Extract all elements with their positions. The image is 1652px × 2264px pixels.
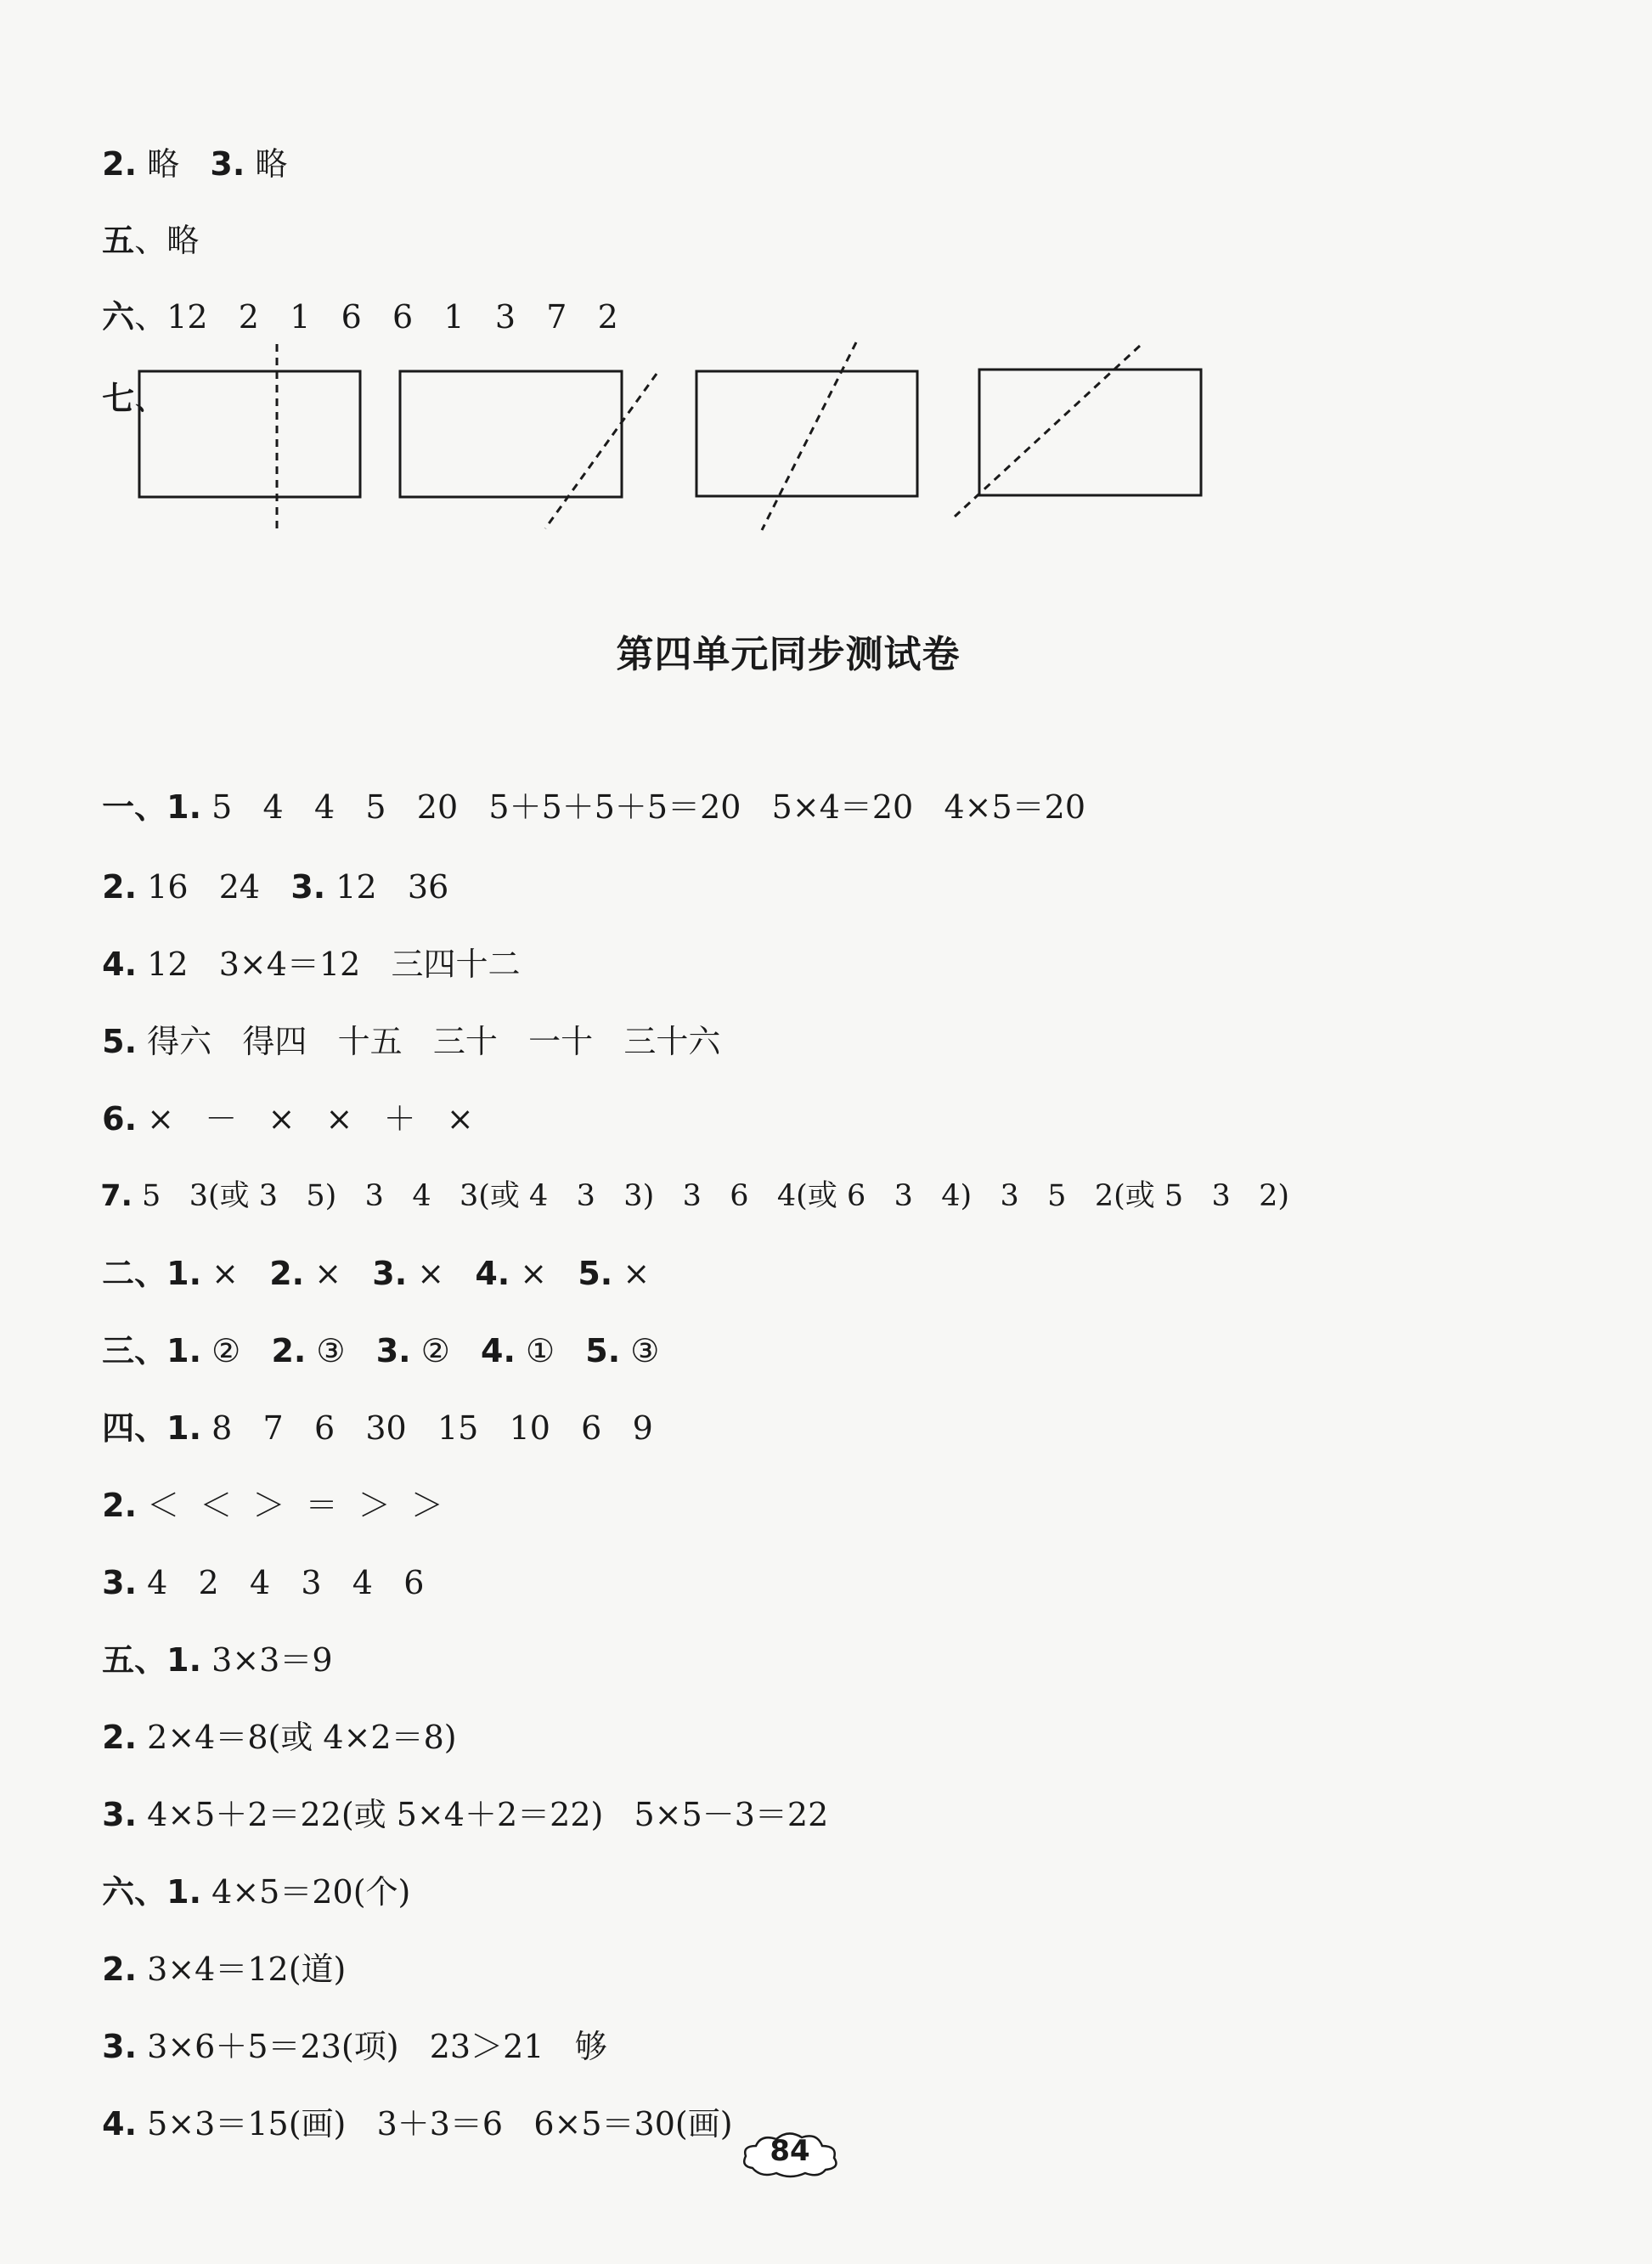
item-text: ③ — [620, 1332, 660, 1369]
answer-line — [82, 906, 521, 984]
dashed-line-4 — [955, 346, 1140, 517]
item-label: 6. — [102, 1100, 138, 1138]
answer-line — [82, 1988, 607, 2066]
answer-line — [82, 2065, 733, 2143]
item-text: 、略 — [134, 222, 200, 259]
item-text: ＜ ＜ ＞ ＝ ＞ ＞ — [137, 1487, 443, 1524]
item-text: 8 7 6 30 15 10 6 9 — [201, 1409, 653, 1447]
item-text: 4×5＝20(个) — [201, 1873, 411, 1911]
answer-line — [82, 1447, 443, 1525]
item-text: × — [201, 1255, 270, 1292]
item-text: 、12 2 1 6 6 1 3 7 2 — [134, 298, 618, 336]
item-label: 三、1. — [102, 1332, 202, 1369]
item-label: 4. — [102, 946, 138, 983]
item-label: 四、1. — [102, 1409, 202, 1447]
item-label: 2. — [269, 1255, 305, 1292]
answer-line — [82, 983, 720, 1061]
answer-line — [82, 1833, 410, 1911]
item-label: 5. — [578, 1255, 613, 1292]
item-text: 3×3＝9 — [201, 1641, 333, 1679]
item-text: 4×5＋2＝22(或 5×4＋2＝22) 5×5－3＝22 — [137, 1796, 829, 1833]
item-label: 3. — [372, 1255, 408, 1292]
item-text: ② — [201, 1332, 272, 1369]
item-label: 2. — [102, 145, 138, 183]
item-text: 5×3＝15(画) 3＋3＝6 6×5＝30(画) — [137, 2105, 733, 2143]
dashed-line-2 — [545, 374, 657, 528]
rectangle-2 — [400, 371, 622, 497]
answer-line — [82, 1756, 828, 1834]
item-text: 3×6＋5＝23(项) 23＞21 够 — [137, 2028, 607, 2065]
item-label: 3. — [210, 145, 245, 183]
answer-line — [82, 1215, 650, 1293]
item-text: 3×4＝12(道) — [137, 1951, 347, 1988]
page-title: 第四单元同步测试卷 — [616, 633, 961, 676]
item-text: 12 3×4＝12 三四十二 — [137, 946, 521, 983]
item-label: 4. — [475, 1255, 510, 1292]
item-text: 5 3(或 3 5) 3 4 3(或 4 3 3) 3 6 4(或 6 3 4) 3 5 2(或 5 3 2) — [132, 1179, 1290, 1213]
answer-line — [82, 1369, 653, 1448]
answer-line — [82, 1601, 333, 1680]
item-label: 5. — [102, 1023, 138, 1060]
section-label: 七 — [102, 380, 135, 417]
item-label: 二、1. — [102, 1255, 202, 1292]
item-text: × — [510, 1255, 578, 1292]
rectangle-figures — [0, 0, 1652, 595]
item-text: ① — [515, 1332, 586, 1369]
item-label: 3. — [290, 868, 326, 906]
item-text: × － × × ＋ × — [137, 1100, 474, 1138]
item-text: 12 36 — [325, 868, 449, 906]
rectangle-4 — [979, 370, 1201, 495]
item-text: 2×4＝8(或 4×2＝8) — [137, 1719, 457, 1756]
item-label: 2. — [102, 1951, 138, 1988]
item-label: 5. — [585, 1332, 621, 1369]
answer-line — [82, 1060, 474, 1138]
answer-line — [82, 1524, 424, 1602]
item-label: 一、1. — [102, 788, 202, 826]
item-text: 4 2 4 3 4 6 — [137, 1564, 425, 1601]
answer-line — [82, 828, 448, 906]
item-label: 2. — [102, 868, 138, 906]
item-label: 五、1. — [102, 1641, 202, 1679]
item-text: 、 — [134, 380, 167, 417]
item-label: 2. — [102, 1719, 138, 1756]
item-label: 2. — [271, 1332, 307, 1369]
item-text: ② — [410, 1332, 482, 1369]
section-label: 五 — [102, 222, 135, 259]
item-text: × — [304, 1255, 373, 1292]
item-text: 5 4 4 5 20 5＋5＋5＋5＝20 5×4＝20 4×5＝20 — [201, 788, 1086, 826]
answer-line — [82, 748, 1085, 827]
item-label: 2. — [102, 1487, 138, 1524]
item-label: 4. — [481, 1332, 516, 1369]
rectangle-1 — [139, 371, 360, 497]
page-number — [737, 2124, 843, 2183]
item-text: 16 24 — [137, 868, 291, 906]
item-text: ③ — [306, 1332, 376, 1369]
item-label: 4. — [102, 2105, 138, 2143]
item-label: 六、1. — [102, 1873, 202, 1911]
item-text: 略 — [137, 145, 211, 183]
answer-line — [82, 1911, 346, 1989]
section-label: 六 — [102, 298, 135, 336]
item-label: 3. — [375, 1332, 411, 1369]
rectangle-3 — [696, 371, 917, 496]
page-number-text: 84 — [770, 2134, 810, 2168]
item-text: 得六 得四 十五 三十 一十 三十六 — [137, 1023, 721, 1060]
item-text: 略 — [245, 145, 288, 183]
item-label: 7. — [100, 1179, 132, 1213]
item-text: × — [407, 1255, 476, 1292]
item-label: 3. — [102, 1564, 138, 1601]
item-label: 3. — [102, 2028, 138, 2065]
item-label: 3. — [102, 1796, 138, 1833]
answer-line — [82, 1138, 1289, 1216]
item-text: × — [612, 1255, 651, 1292]
answer-line — [82, 1292, 659, 1370]
answer-line — [82, 1679, 457, 1757]
